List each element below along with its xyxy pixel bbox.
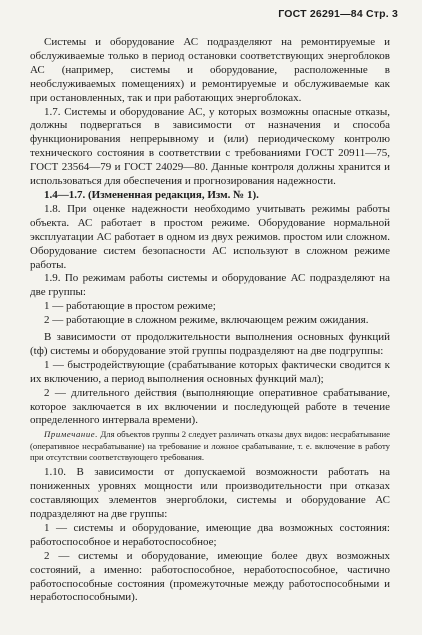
paragraph-subgroups: В зависимости от продолжительности выполнения основных функций (tф) системы и оборудование этой группы подразделяют на две подгруппы: — [30, 331, 390, 357]
list-item-subgroup-1: 1 — быстродействующие (срабатывание которых фактически сводится к их включению, а период выполнения основных функций мал); — [30, 358, 390, 385]
note-label: Примечание. — [44, 429, 99, 440]
list-item-group-2: 2 — работающие в сложном режиме, включающем режим ожидания. — [44, 314, 369, 327]
paragraph-equipment-classification: Системы и оборудование АС подразделяют на ремонтируемые и обслуживаемые только в период остановки соответствующих энергоблоков АС (например, системы и оборудование, расположенные в необслуживаемых помещениях) и ремонтируемые и обслуживаемые как при остановленных, так и при работающих энергоблоках. — [30, 36, 390, 104]
page-body — [30, 36, 390, 605]
note-text: Для объектов группы 2 следует различать отказы двух видов: несрабатывание (оперативное несрабатывание) на требование и ложное срабатывание, т. е. включение в работу при отсутствии соответствующего требования. — [30, 429, 390, 462]
list-item-group-1: 1 — работающие в простом режиме; — [44, 300, 216, 313]
paragraph-1-9: 1.9. По режимам работы системы и оборудование АС подразделяют на две группы: — [30, 272, 390, 299]
list-item-two-states: 1 — системы и оборудование, имеющие два возможных состояния: работоспособное и неработоспособное; — [30, 521, 390, 548]
paragraph-1-7: 1.7. Системы и оборудование АС, у которых возможны опасные отказы, должны подвергаться в зависимости от назначения и способа функционирования непрерывному и (или) периодическому контролю технического состояния в соответствии с требованиями ГОСТ 20911—75, ГОСТ 23564—79 и ГОСТ 24029—80. Данные контроля должны хранится и использоваться для обеспечения и прогнозирования надежности. — [30, 105, 390, 188]
note — [30, 429, 390, 463]
paragraph-1-10: 1.10. В зависимости от допускаемой возможности работать на пониженных уровнях мощности или производительности при отказах составляющих элементов энергоблоки, системы и оборудование АС подразделяют на две группы: — [30, 466, 390, 520]
list-item-subgroup-2: 2 — длительного действия (выполняющие оперативное срабатывание, которое заключается в их включении и последующей работе в течение определенного интервала времени). — [30, 386, 390, 427]
list-item-multiple-states: 2 — системы и оборудование, имеющие более двух возможных состояний, а именно: работоспособное, неработоспособное, частично работоспособные состояния (промежуточные между работоспособными и неработоспособными). — [30, 549, 390, 604]
page-header: ГОСТ 26291—84 Стр. 3 — [278, 8, 398, 20]
paragraph-amendment-note: 1.4—1.7. (Измененная редакция, Изм. № 1). — [44, 188, 259, 201]
paragraph-1-8: 1.8. При оценке надежности необходимо учитывать режимы работы объекта. АС работает в простом режиме. Оборудование нормальной эксплуатации АС работает в одном из двух режимов. простом или сложном. Оборудование систем безопасности АС используют в сложном режиме работы. — [30, 202, 390, 271]
